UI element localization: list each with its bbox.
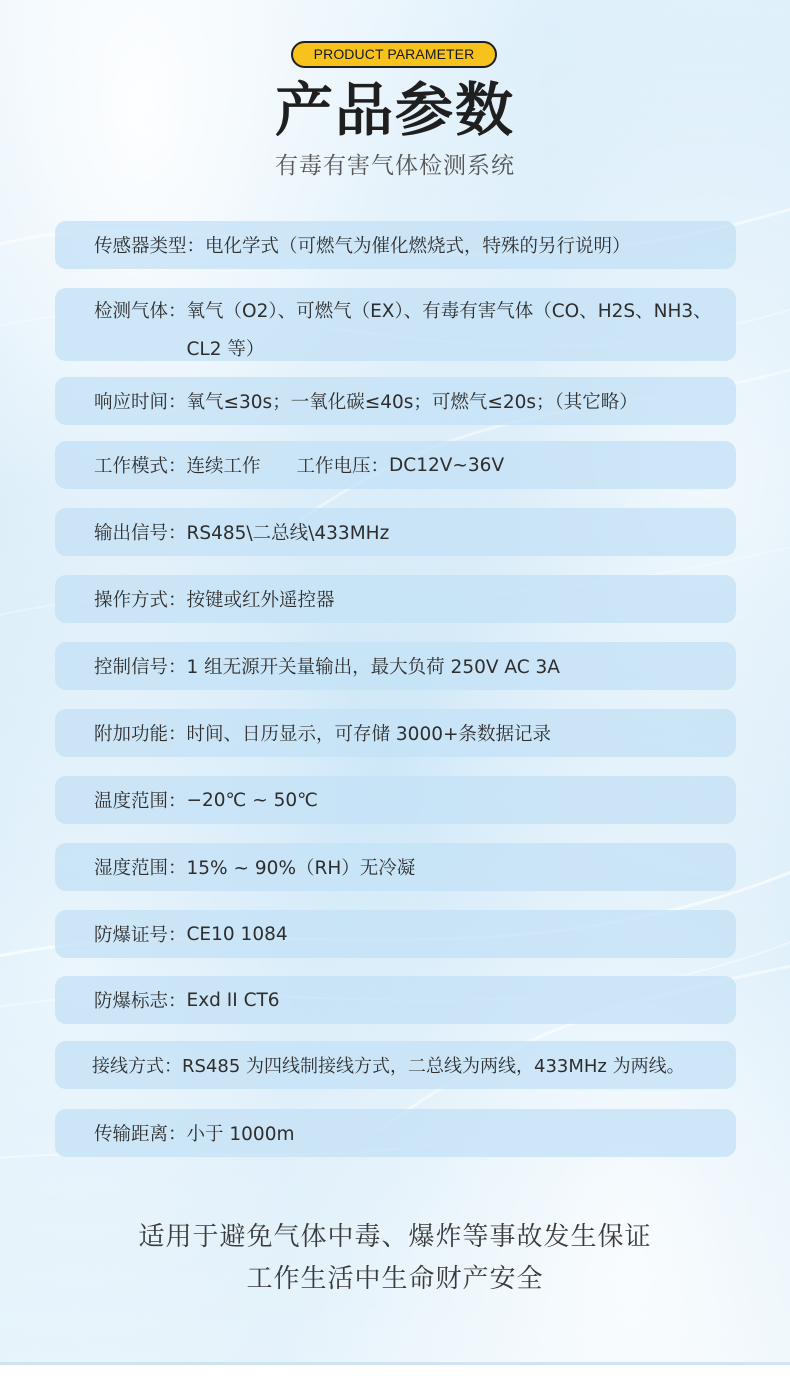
footer-line-1: 适用于避免气体中毒、爆炸等事故发生保证 (138, 1222, 652, 1252)
param-value-voltage: DC12V~36V (389, 454, 505, 476)
param-row-sensor-type (55, 221, 736, 269)
param-value: −20℃ ~ 50℃ (186, 789, 318, 811)
param-row-ex-certificate (55, 910, 736, 958)
param-label: 防爆标志： (94, 991, 187, 1012)
param-row-control-signal (55, 642, 736, 690)
param-row-work-mode (55, 441, 736, 489)
param-label-voltage: 工作电压： (296, 456, 390, 477)
param-row-response-time (55, 377, 736, 425)
param-label: 检测气体： (94, 301, 187, 322)
param-value: Exd II CT6 (186, 989, 280, 1011)
param-value: 氧气≤30s；一氧化碳≤40s；可燃气≤20s；（其它略） (186, 392, 638, 413)
param-label: 响应时间： (94, 392, 187, 413)
param-label: 工作模式： (94, 456, 187, 477)
param-row-wiring (55, 1041, 736, 1089)
param-label: 防爆证号： (94, 925, 187, 946)
param-label: 操作方式： (94, 590, 187, 611)
param-label: 输出信号： (94, 523, 187, 544)
param-row-output-signal (55, 508, 736, 556)
param-label: 传感器类型： (94, 236, 206, 257)
param-value: 电化学式（可燃气为催化燃烧式，特殊的另行说明） (205, 236, 631, 257)
page-subtitle: 有毒有害气体检测系统 (275, 153, 515, 179)
param-row-ex-marking (55, 976, 736, 1024)
param-value: 时间、日历显示，可存储 3000+条数据记录 (186, 724, 551, 745)
param-value: RS485\二总线\433MHz (186, 523, 390, 544)
page-title: 产品参数 (274, 76, 515, 144)
param-label: 附加功能： (94, 724, 187, 745)
param-row-extra-functions (55, 709, 736, 757)
param-value: 按键或红外遥控器 (186, 590, 335, 611)
footer-line-2: 工作生活中生命财产安全 (246, 1264, 544, 1294)
param-value: 氧气（O2）、可燃气（EX）、有毒有害气体（CO、H2S、NH3、CL2 等） (186, 301, 712, 360)
param-label: 接线方式： (92, 1056, 182, 1077)
param-row-detected-gas (55, 288, 736, 361)
param-row-humidity (55, 843, 736, 891)
param-value: 小于 1000m (186, 1124, 295, 1145)
section-badge: PRODUCT PARAMETER (291, 41, 497, 68)
param-value: RS485 为四线制接线方式，二总线为两线，433MHz 为两线。 (182, 1056, 685, 1077)
param-row-distance (55, 1109, 736, 1157)
param-value: 15% ~ 90%（RH）无冷凝 (186, 858, 416, 879)
param-label: 湿度范围： (94, 858, 187, 879)
param-row-operation (55, 575, 736, 623)
param-value: 连续工作 (186, 456, 261, 477)
param-row-temperature (55, 776, 736, 824)
param-label: 传输距离： (94, 1124, 187, 1145)
param-value: CE10 1084 (186, 923, 288, 945)
param-label: 控制信号： (94, 657, 187, 678)
param-value: 1 组无源开关量输出，最大负荷 250V AC 3A (186, 657, 560, 678)
bottom-divider (0, 1362, 790, 1382)
param-label: 温度范围： (94, 791, 187, 812)
